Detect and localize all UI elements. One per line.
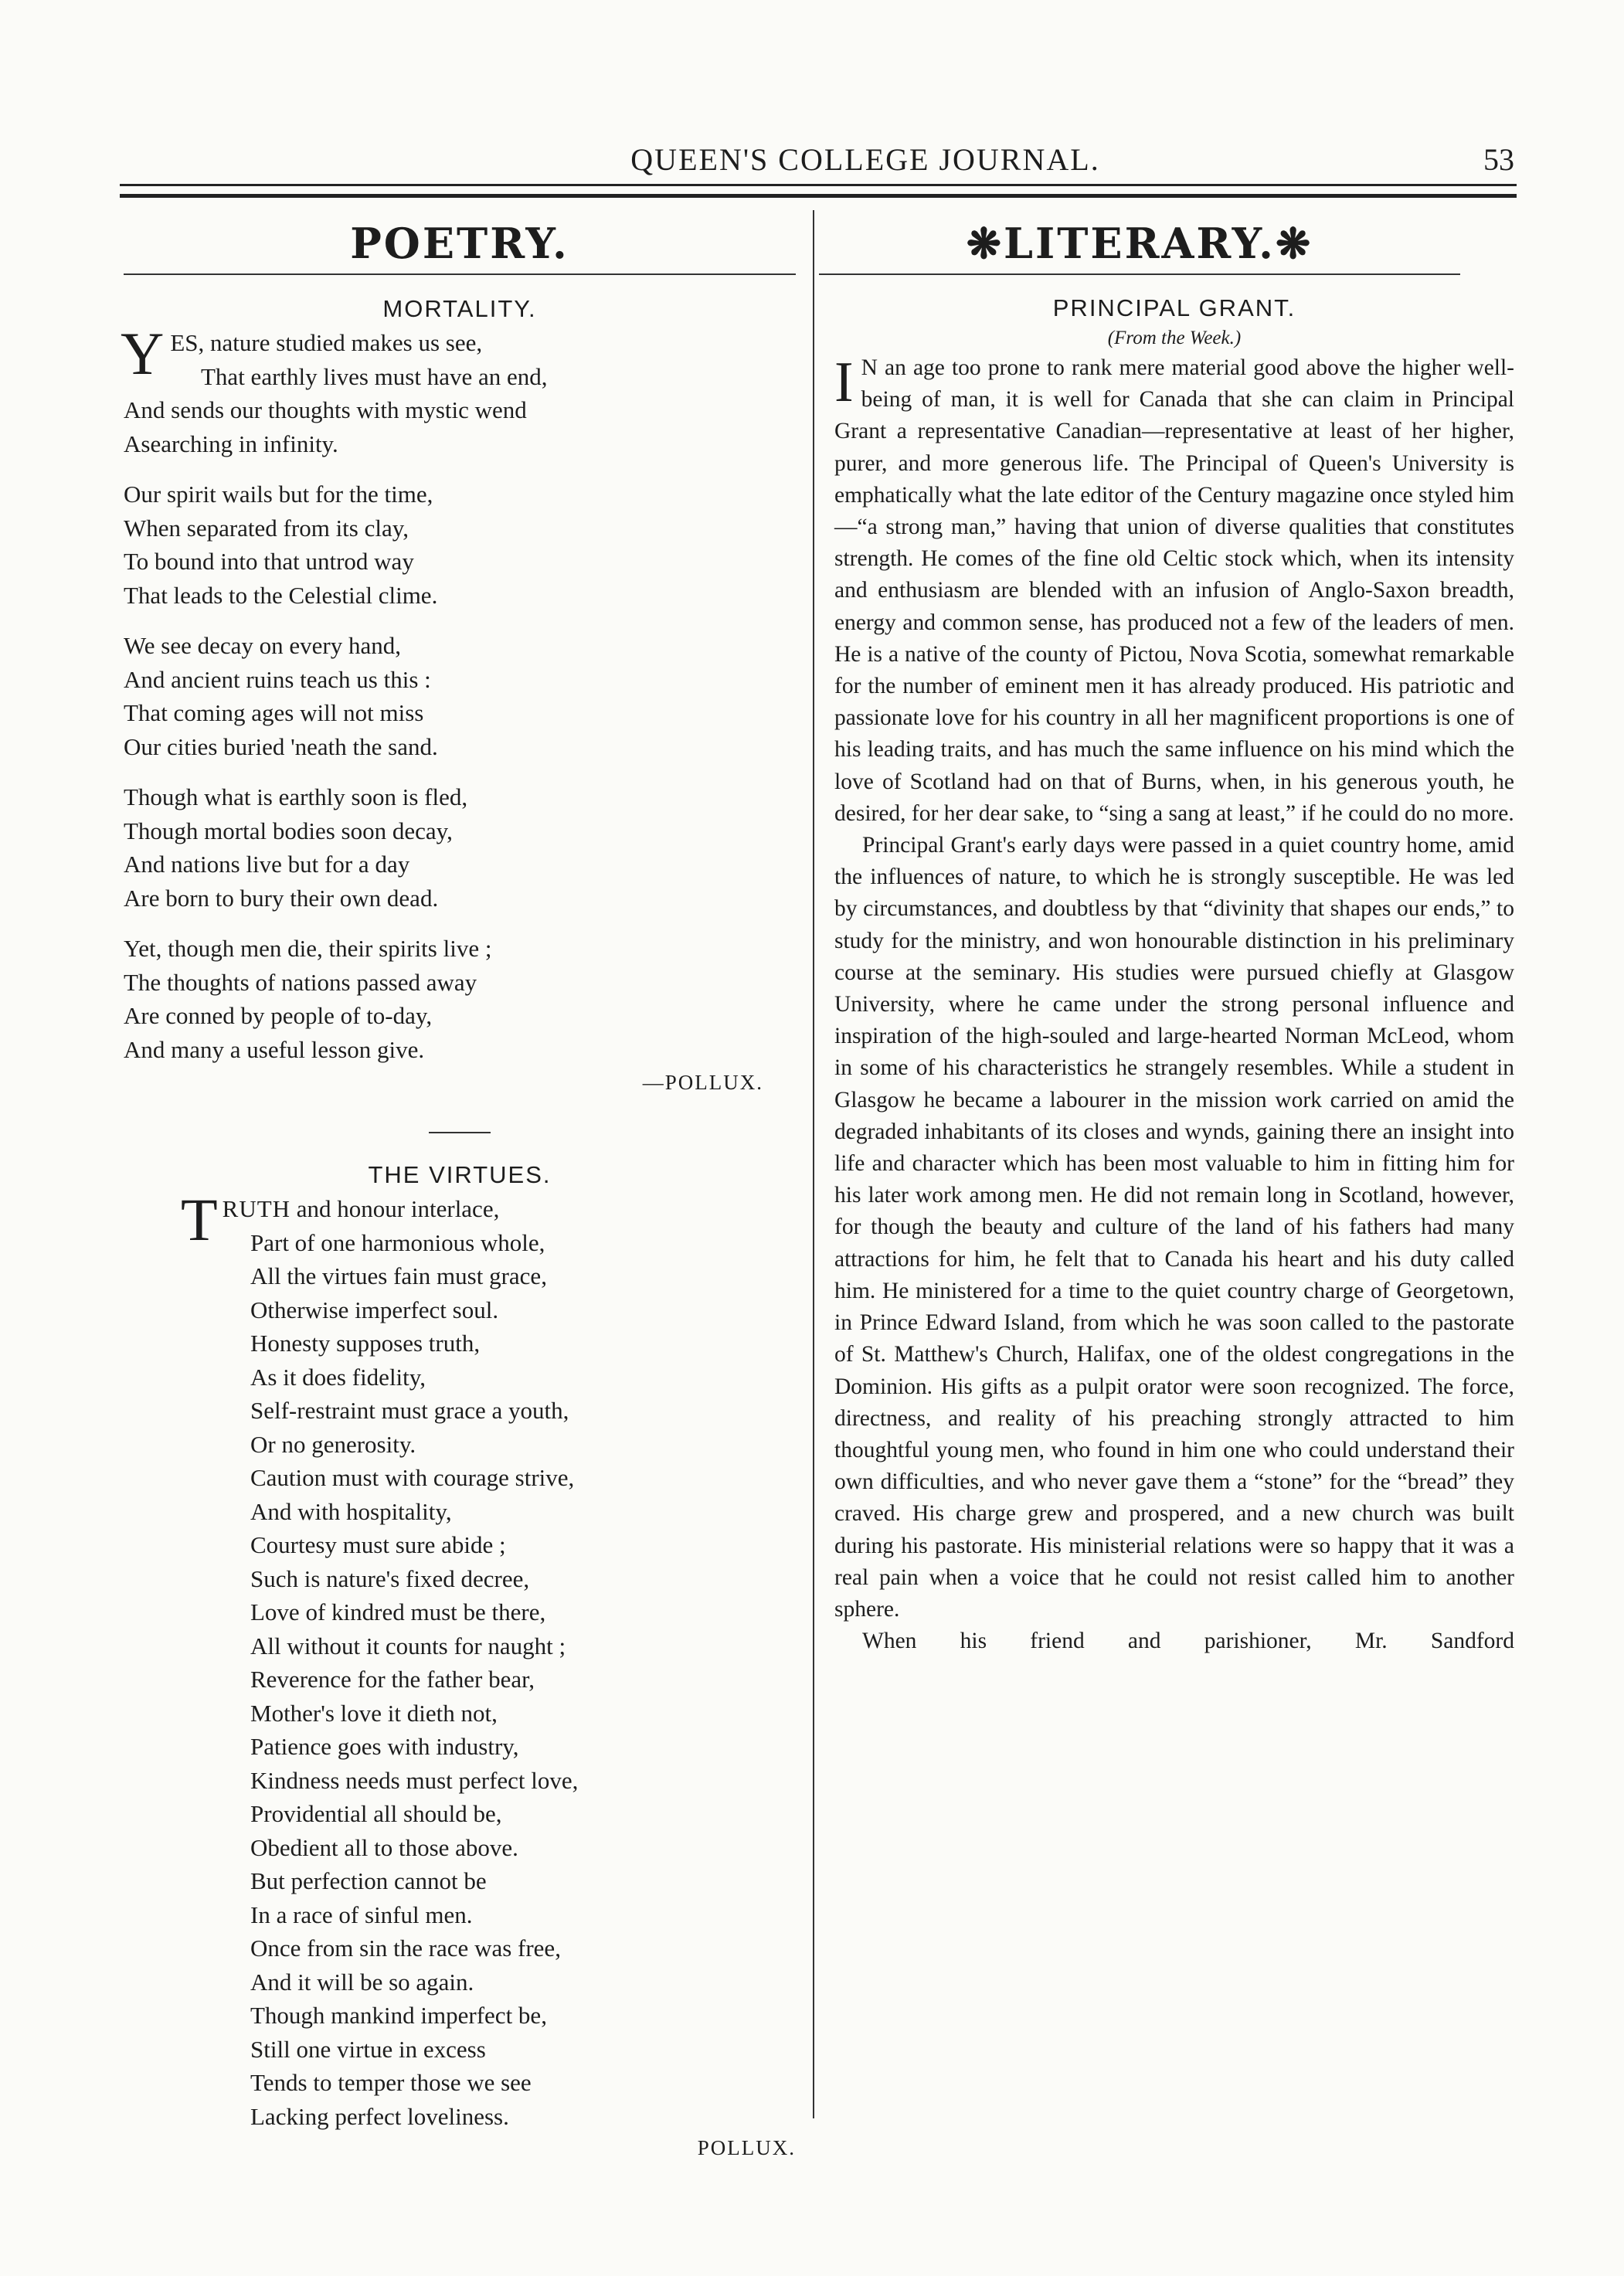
poem-line: That coming ages will not miss [124,699,424,726]
poem-line: Though what is earthly soon is fled, [124,783,468,810]
poem-line: Tends to temper those we see [250,2069,532,2096]
article-source: (From the Week.) [1107,328,1242,348]
poem-line: And it will be so again. [250,1968,474,1996]
poetry-department-heading: POETRY. [124,213,796,275]
poem-line: Reverence for the father bear, [250,1666,535,1693]
poem-line: Asearching in infinity. [124,430,338,457]
poem-line: Are conned by people of to-day, [124,1002,433,1029]
poem-line: We see decay on every hand, [124,632,401,659]
poem-line: All the virtues fain must grace, [250,1262,547,1289]
poem-line: That earthly lives must have an end, [201,362,548,390]
poem-line: When separated from its clay, [124,514,409,542]
poem-line: Such is nature's fixed decree, [250,1564,530,1592]
poem-line: Patience goes with industry, [250,1733,519,1760]
page-number: 53 [1483,142,1514,177]
article-paragraph: When his friend and parishioner, Mr. Sandford [862,1629,1514,1654]
poem-stanza [124,780,796,915]
poem-line: Or no generosity. [250,1430,416,1458]
poem-line: Honesty supposes truth, [250,1330,481,1357]
poem-line: The thoughts of nations passed away [124,968,477,996]
poem-line: That leads to the Celestial clime. [124,581,438,609]
poem-stanza [124,932,796,1066]
poem-line: And ancient ruins teach us this : [124,665,431,693]
article-paragraph: Principal Grant's early days were passed in a quiet country home, amid the influences of nature, to which he is strongly susceptible. He was led by circumstances, and doubtless by that “divinity that shapes our ends,” to study for the ministry, and won honourable distinction in his preliminary course at the seminary. His studies were pursued chiefly at Glasgow University, where he came under the strong personal influence and inspiration of the high-souled and large-hearted Norman McLeod, whom in some of his characteristics he strangely resembles. While a student in Glasgow he became a labourer in the mission work carried on amid the degraded inhabitants of its closes and wynds, gaining there an insight into life and character which has been most valuable to him in fitting him for his later work among men. He did not remain long in Scotland, however, for though the beauty and culture of the land of his fathers had many attractions for him, he felt that to Canada his heart and his duty called him. He ministered for a time to the quiet country charge of Georgetown, in Prince Edward Island, from which he was soon called to the pastorate of St. Matthew's Church, Halifax, one of the oldest congregations in the Dominion. His gifts as a pulpit orator were soon recognized. The force, directness, and reality of his preaching strongly attracted to him thoughtful young men, who found in him one who could understand their own difficulties, and who never gave them a “stone” for the “bread” they craved. His charge grew and prospered, and a new church was built during his pastorate. His ministerial relations were so happy that it was a real pain when a voice that he could not resist called him to another sphere. [834,833,1514,1622]
poem-signature: —POLLUX. [642,1071,763,1094]
poem-line: But perfection cannot be [250,1867,487,1894]
drop-cap: Y [121,320,165,387]
journal-title: QUEEN'S COLLEGE JOURNAL. [630,142,1100,177]
poem-line: Providential all should be, [250,1800,502,1827]
poem-line: Self-restraint must grace a youth, [250,1397,569,1424]
poem-line: And nations live but for a day [124,851,410,878]
drop-cap: I [834,351,854,414]
literary-department-heading: ❋LITERARY.❋ [819,213,1460,275]
header-rule-thin [120,184,1517,186]
poem-separator [429,1132,491,1133]
poem-line: Part of one harmonious whole, [250,1228,545,1256]
article-paragraph: I N an age too prone to rank mere material good above the higher well-being of man, it is well for Canada that she can claim in Principal Grant a representative Canadian—representative at least of her higher, purer, and more generous life. The Principal of Queen's University is emphatically what the late editor of the Century magazine once styled him—“a strong man,” having that union of diverse qualities that constitutes strength. He comes of the fine old Celtic stock which, when its intensity and enthusiasm are blended with an infusion of Anglo-Saxon breadth, energy and common sense, has produced not a few of the leaders of men. He is a native of the county of Pictou, Nova Scotia, somewhat remarkable for the number of eminent men it has already produced. His patriotic and passionate love for his country in all her magnificent proportions is one of his leading traits, and has much the same influence on his mind which the love of Scotland had on that of Burns, when, in his generous youth, he desired, for her dear sake, to “sing a sang at least,” if he could do no more. [834,351,1514,826]
poem-line: Love of kindred must be there, [250,1598,546,1625]
poem-line: Courtesy must sure abide ; [250,1531,506,1558]
poem-line: Though mankind imperfect be, [250,2002,547,2029]
column-divider [813,210,814,2118]
poem-line: And sends our thoughts with mystic wend [124,396,527,423]
poem-line: Otherwise imperfect soul. [250,1296,499,1323]
poem-line: In a race of sinful men. [250,1901,473,1928]
poem-line: Obedient all to those above. [250,1833,518,1861]
poem-the-virtues [124,1158,796,2160]
article-body [834,352,1514,1657]
poem-stanza [124,629,796,763]
poem-line: YES, nature studied makes us see, [121,320,483,387]
literary-column [834,213,1514,1657]
poem-line: Lacking perfect loveliness. [250,2102,509,2130]
poetry-column [121,213,796,2160]
poem-stanza [124,477,796,612]
poem-line: Though mortal bodies soon decay, [124,817,453,844]
poem-line: Once from sin the race was free, [250,1935,561,1962]
poem-line: Still one virtue in excess [250,2035,486,2063]
poem-line: And with hospitality, [250,1497,452,1525]
poem-signature: POLLUX. [697,2136,796,2159]
article-title: PRINCIPAL GRANT. [1052,294,1296,321]
running-head [124,141,1514,188]
poem-line: TRUTH and honour interlace, [181,1186,500,1253]
poem-line: And many a useful lesson give. [124,1035,425,1063]
poem-mortality [121,292,796,1095]
poem-line: As it does fidelity, [250,1363,426,1391]
poem-line: All without it counts for naught ; [250,1632,566,1659]
poem-title: MORTALITY. [382,295,537,322]
poem-line: Caution must with courage strive, [250,1464,575,1491]
poem-line: To bound into that untrod way [124,548,414,575]
poem-line: Are born to bury their own dead. [124,884,439,912]
header-rule-thick [120,194,1517,198]
poem-line: Kindness needs must perfect love, [250,1766,579,1794]
poem-title: THE VIRTUES. [368,1161,552,1188]
poem-line: Mother's love it dieth not, [250,1699,498,1727]
poem-lines [124,1226,796,2134]
poem-line: Our cities buried 'neath the sand. [124,732,438,760]
poem-stanza [121,320,796,460]
poem-line: Our spirit wails but for the time, [124,481,433,508]
poem-line: Yet, though men die, their spirits live ; [124,935,492,962]
drop-cap: T [181,1186,218,1253]
